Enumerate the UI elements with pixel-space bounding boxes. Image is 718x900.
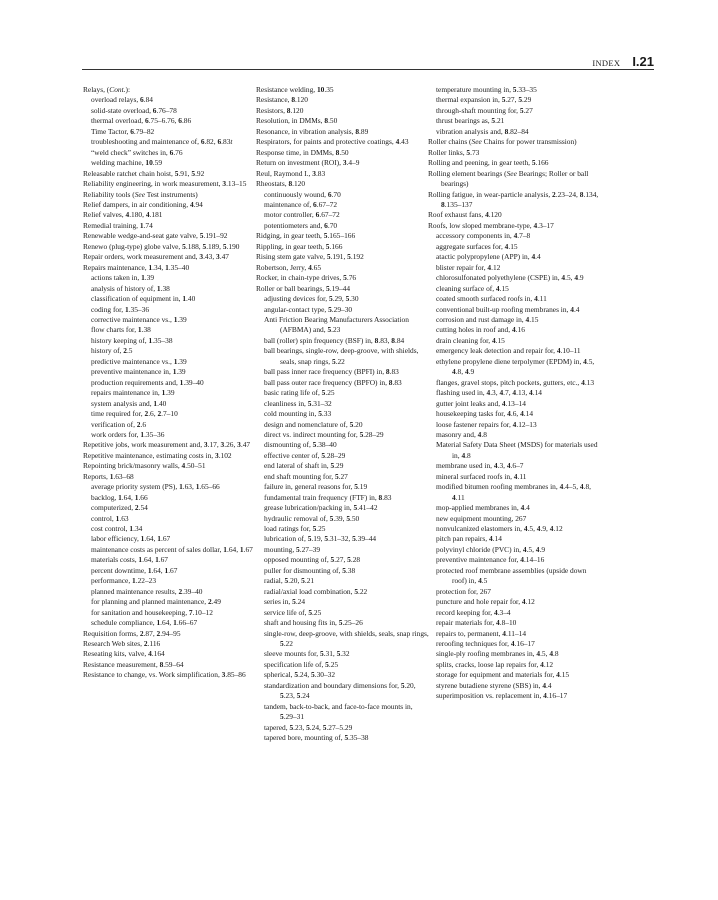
index-subentry: temperature mounting in, 5.33–35 (436, 85, 537, 94)
index-subentry: history keeping of, 1.35–38 (91, 335, 173, 345)
index-subentry: coding for, 1.35–36 (91, 304, 150, 314)
index-subentry: nonvulcanized elastomers in, 4.5, 4.9, 4.12 (436, 524, 563, 534)
index-subentry: sleeve mounts for, 5.31, 5.32 (264, 649, 350, 659)
index-entry: Repointing brick/masonry walls, 4.50–51 (83, 461, 206, 471)
index-subentry: overload relays, 6.84 (91, 95, 153, 105)
index-subentry: record keeping for, 4.3–4 (436, 607, 511, 617)
index-entry: Resistance measurement, 8.59–64 (83, 659, 184, 669)
index-entry: Respirators, for paints and protective coatings, 4.43 (256, 137, 409, 147)
index-subentry: polyvinyl chloride (PVC) in, 4.5, 4.9 (436, 544, 546, 554)
index-subentry: solid-state overload, 6.76–78 (91, 105, 177, 115)
index-entry: Rocker, in chain-type drives, 5.76 (256, 273, 357, 283)
index-subentry: accessory components in, 4.7–8 (436, 231, 531, 241)
index-subentry: maintenance of, 6.67–72 (264, 199, 338, 209)
index-entry: Rolling element bearings (See Bearings; Roller or ball bearings) (428, 168, 589, 189)
index-entry: Resonance, in vibration analysis, 8.89 (256, 126, 369, 136)
index-subentry: shaft and housing fits in, 5.25–26 (264, 618, 363, 628)
index-entry: Reul, Raymond I., 3.83 (256, 168, 326, 178)
index-subentry: mineral surfaced roofs in, 4.11 (436, 471, 527, 481)
index-subentry: backlog, 1.64, 1.66 (91, 492, 148, 502)
index-subentry: radial, 5.20, 5.21 (264, 576, 315, 586)
index-subentry: fundamental train frequency (FTF) in, 8.83 (264, 492, 392, 502)
index-subentry: system analysis and, 1.40 (91, 398, 167, 408)
header-rule (82, 69, 654, 70)
index-subentry: verification of, 2.6 (91, 419, 147, 429)
running-header (592, 54, 654, 69)
index-subentry: time required for, 2.6, 2.7–10 (91, 409, 178, 419)
index-entry: Reliability tools (See Test instruments) (83, 189, 198, 199)
index-subentry: cost control, 1.34 (91, 524, 143, 534)
index-subentry: materials costs, 1.64, 1.67 (91, 555, 169, 565)
index-subentry: load ratings for, 5.25 (264, 524, 326, 534)
index-subentry: mounting, 5.27–39 (264, 544, 321, 554)
index-entry: Repair orders, work measurement and, 3.43, 3.47 (83, 252, 229, 262)
index-subentry: puncture and hole repair for, 4.12 (436, 597, 535, 607)
index-subentry: Time Tactor, 6.79–82 (91, 126, 155, 136)
index-subentry: predictive maintenance vs., 1.39 (91, 356, 187, 366)
index-subentry: welding machine, 10.59 (91, 158, 163, 168)
index-entry: Relays, (Cont.): (83, 85, 131, 94)
index-subentry: tapered bore, mounting of, 5.35–38 (264, 733, 369, 743)
index-subentry: Material Safety Data Sheet (MSDS) for materials used in, 4.8 (436, 440, 598, 460)
index-column-1 (83, 85, 258, 681)
index-subentry: performance, 1.22–23 (91, 576, 157, 586)
index-subentry: cleaning surface of, 4.15 (436, 283, 509, 293)
index-subentry: spherical, 5.24, 5.30–32 (264, 670, 336, 680)
index-subentry: production requirements and, 1.39–40 (91, 377, 204, 387)
index-subentry: repair materials for, 4.8–10 (436, 618, 517, 628)
index-subentry: gutter joint leaks and, 4.13–14 (436, 398, 526, 408)
index-subentry: Anti Friction Bearing Manufacturers Association (AFBMA) and, 5.23 (264, 314, 409, 335)
index-subentry: flashing used in, 4.3, 4.7, 4.13, 4.14 (436, 388, 542, 398)
index-entry: Roof exhaust fans, 4.120 (428, 210, 502, 220)
index-entry: Robertson, Jerry, 4.65 (256, 262, 322, 272)
index-subentry: repairs to, permanent, 4.11–14 (436, 628, 527, 638)
index-entry: Return on investment (ROI), 3.4–9 (256, 158, 360, 168)
index-subentry: classification of equipment in, 1.40 (91, 294, 196, 304)
index-subentry: continuously wound, 6.70 (264, 189, 341, 199)
index-subentry: troubleshooting and maintenance of, 6.82, 6.83t (91, 137, 233, 147)
index-subentry: computerized, 2.54 (91, 503, 148, 513)
index-entry: Resistors, 8.120 (256, 105, 304, 115)
index-entry: Response time, in DMMs, 8.50 (256, 147, 349, 157)
index-subentry: ethylene propylene diene terpolymer (EPDM) in, 4.5, 4.8, 4.9 (436, 356, 595, 377)
index-entry: Remedial training, 1.74 (83, 220, 153, 230)
index-entry: Roller links, 5.73 (428, 147, 480, 157)
index-entry: Renewable wedge-and-seat gate valve, 5.191–92 (83, 231, 228, 241)
index-entry: Releasable ratchet chain hoist, 5.91, 5.92 (83, 168, 205, 178)
index-subentry: emergency leak detection and repair for, 4.10–11 (436, 346, 581, 356)
index-subentry: percent downtime, 1.64, 1.67 (91, 565, 178, 575)
index-column-3 (428, 85, 603, 702)
index-subentry: opposed mounting of, 5.27, 5.28 (264, 555, 361, 565)
index-entry: Rheostats, 8.120 (256, 179, 306, 189)
index-subentry: splits, cracks, loose lap repairs for, 4.12 (436, 659, 554, 669)
index-entry: Repairs maintenance, 1.34, 1.35–40 (83, 262, 190, 272)
index-subentry: potentiometers and, 6.70 (264, 220, 338, 230)
index-subentry: drain cleaning for, 4.15 (436, 335, 505, 345)
index-subentry: conventional built-up roofing membranes in, 4.4 (436, 304, 580, 314)
index-entry: Reports, 1.63–68 (83, 471, 134, 481)
index-subentry: protected roof membrane assemblies (upside down roof) in, 4.5 (436, 565, 587, 586)
index-subentry: protection for, 267 (436, 586, 491, 596)
index-subentry: single-ply roofing membranes in, 4.5, 4.8 (436, 649, 559, 659)
index-subentry: storage for equipment and materials for, 4.15 (436, 670, 570, 680)
index-subentry: lubrication of, 5.19, 5.31–32, 5.39–44 (264, 534, 377, 544)
index-subentry: tapered, 5.23, 5.24, 5.27–5.29 (264, 722, 353, 732)
index-subentry: end lateral of shaft in, 5.29 (264, 461, 344, 471)
index-entry: Reseating kits, valve, 4.164 (83, 649, 165, 659)
index-subentry: single-row, deep-groove, with shields, seals, snap rings, 5.22 (264, 628, 429, 649)
index-subentry: motor controller, 6.67–72 (264, 210, 340, 220)
index-subentry: atactic polypropylene (APP) in, 4.4 (436, 252, 541, 262)
index-subentry: ball (roller) spin frequency (BSF) in, 8.83, 8.84 (264, 335, 405, 345)
index-entry: Resistance welding, 10.35 (256, 85, 334, 94)
index-subentry: coated smooth surfaced roofs in, 4.11 (436, 294, 547, 304)
index-subentry: styrene butadiene styrene (SBS) in, 4.4 (436, 680, 552, 690)
index-subentry: average priority system (PS), 1.63, 1.65–66 (91, 482, 220, 492)
index-subentry: ball pass inner race frequency (BPFI) in, 8.83 (264, 367, 399, 377)
index-subentry: tandem, back-to-back, and face-to-face mounts in, 5.29–31 (264, 701, 413, 722)
index-subentry: work orders for, 1.35–36 (91, 429, 165, 439)
index-subentry: corrective maintenance vs., 1.39 (91, 314, 187, 324)
index-subentry: end shaft mounting for, 5.27 (264, 471, 348, 481)
index-subentry: ball pass outer race frequency (BPFO) in, 8.83 (264, 377, 402, 387)
index-subentry: standardization and boundary dimensions for, 5.20, 5.23, 5.24 (264, 680, 416, 701)
index-subentry: thermal expansion in, 5.27, 5.29 (436, 95, 532, 105)
page-number: I.21 (632, 54, 654, 69)
index-subentry: effective center of, 5.28–29 (264, 450, 346, 460)
index-subentry: housekeeping tasks for, 4.6, 4.14 (436, 409, 534, 419)
index-subentry: cleanliness in, 5.31–32 (264, 398, 332, 408)
index-entry: Resistance, 8.120 (256, 95, 308, 105)
index-subentry: reroofing techniques for, 4.16–17 (436, 639, 535, 649)
index-subentry: basic rating life of, 5.25 (264, 388, 335, 398)
index-subentry: corrosion and rust damage in, 4.15 (436, 314, 539, 324)
index-entry: Research Web sites, 2.116 (83, 639, 161, 649)
index-subentry: angular-contact type, 5.29–30 (264, 304, 353, 314)
index-subentry: membrane used in, 4.3, 4.6–7 (436, 461, 524, 471)
index-entry: Roofs, low sloped membrane-type, 4.3–17 (428, 220, 554, 230)
index-subentry: preventive maintenance for, 4.14–16 (436, 555, 545, 565)
index-subentry: control, 1.63 (91, 513, 129, 523)
index-subentry: maintenance costs as percent of sales dollar, 1.64, 1.67 (91, 544, 253, 554)
index-subentry: planned maintenance results, 2.39–40 (91, 586, 203, 596)
index-subentry: masonry and, 4.8 (436, 429, 487, 439)
index-subentry: hydraulic removal of, 5.39, 5.50 (264, 513, 360, 523)
index-subentry: cutting holes in roof and, 4.16 (436, 325, 525, 335)
index-subentry: thrust bearings as, 5.21 (436, 116, 505, 126)
index-subentry: chlorosulfonated polyethylene (CSPE) in, 4.5, 4.9 (436, 273, 584, 283)
index-subentry: history of, 2.5 (91, 346, 133, 356)
index-subentry: adjusting devices for, 5.29, 5.30 (264, 294, 359, 304)
index-entry: Rolling and peening, in gear teeth, 5.166 (428, 158, 549, 168)
index-subentry: actions taken in, 1.39 (91, 273, 155, 283)
index-subentry: dismounting of, 5.38–40 (264, 440, 337, 450)
index-subentry: preventive maintenance in, 1.39 (91, 367, 186, 377)
index-subentry: repairs maintenance in, 1.39 (91, 388, 175, 398)
index-subentry: through-shaft mounting for, 5.27 (436, 105, 533, 115)
index-entry: Repetitive jobs, work measurement and, 3.17, 3.26, 3.47 (83, 440, 251, 450)
index-subentry: schedule compliance, 1.64, 1.66–67 (91, 618, 198, 628)
index-entry: Requisition forms, 2.87, 2.94–95 (83, 628, 181, 638)
index-subentry: design and nomenclature of, 5.20 (264, 419, 363, 429)
index-subentry: for sanitation and housekeeping, 7.10–12 (91, 607, 213, 617)
index-subentry: direct vs. indirect mounting for, 5.28–29 (264, 429, 384, 439)
index-subentry: for planning and planned maintenance, 2.49 (91, 597, 221, 607)
index-entry: Resolution, in DMMs, 8.50 (256, 116, 338, 126)
index-entry: Resistance to change, vs. Work simplification, 3.85–86 (83, 670, 246, 680)
index-subentry: radial/axial load combination, 5.22 (264, 586, 368, 596)
index-subentry: specification life of, 5.25 (264, 659, 339, 669)
index-subentry: flanges, gravel stops, pitch pockets, gutters, etc., 4.13 (436, 377, 595, 387)
index-subentry: aggregate surfaces for, 4.15 (436, 241, 518, 251)
index-subentry: new equipment mounting, 267 (436, 513, 527, 523)
index-subentry: thermal overload, 6.75–6.76, 6.86 (91, 116, 192, 126)
index-subentry: superimposition vs. replacement in, 4.16–17 (436, 691, 568, 701)
index-entry: Ridging, in gear teeth, 5.165–166 (256, 231, 356, 241)
index-subentry: loose fastener repairs for, 4.12–13 (436, 419, 537, 429)
index-entry: Relief valves, 4.180, 4.181 (83, 210, 163, 220)
index-entry: Relief dampers, in air conditioning, 4.94 (83, 199, 203, 209)
index-subentry: puller for dismounting of, 5.38 (264, 565, 356, 575)
index-entry: Renewo (plug-type) globe valve, 5.188, 5.189, 5.190 (83, 241, 240, 251)
index-subentry: analysis of history of, 1.38 (91, 283, 170, 293)
index-subentry: labor efficiency, 1.64, 1.67 (91, 534, 171, 544)
index-entry: Roller or ball bearings, 5.19–44 (256, 283, 351, 293)
index-subentry: vibration analysis and, 8.82–84 (436, 126, 529, 136)
index-entry: Reliability engineering, in work measurement, 3.13–15 (83, 179, 247, 189)
index-column-2 (256, 85, 431, 744)
index-subentry: series in, 5.24 (264, 597, 306, 607)
index-entry: Rising stem gate valve, 5.191, 5.192 (256, 252, 364, 262)
index-subentry: cold mounting in, 5.33 (264, 409, 332, 419)
index-subentry: failure in, general reasons for, 5.19 (264, 482, 368, 492)
index-entry: Rolling fatigue, in wear-particle analysis, 2.23–24, 8.134, 8.135–137 (428, 189, 599, 209)
index-subentry: grease lubrication/packing in, 5.41–42 (264, 503, 378, 513)
index-subentry: service life of, 5.25 (264, 607, 322, 617)
index-subentry: mop-applied membranes in, 4.4 (436, 503, 530, 513)
index-subentry: pitch pan repairs, 4.14 (436, 534, 502, 544)
index-entry: Roller chains (See Chains for power transmission) (428, 137, 577, 147)
index-subentry: ball bearings, single-row, deep-groove, with shields, seals, snap rings, 5.22 (264, 346, 419, 366)
index-subentry: flow charts for, 1.38 (91, 325, 151, 335)
index-subentry: “weld check” switches in, 6.76 (91, 147, 183, 157)
index-subentry: blister repair for, 4.12 (436, 262, 501, 272)
index-entry: Rippling, in gear teeth, 5.166 (256, 241, 343, 251)
index-subentry: modified bitumen roofing membranes in, 4.4–5, 4.8, 4.11 (436, 482, 591, 502)
section-title: INDEX (592, 58, 621, 68)
index-entry: Repetitive maintenance, estimating costs in, 3.102 (83, 450, 232, 460)
